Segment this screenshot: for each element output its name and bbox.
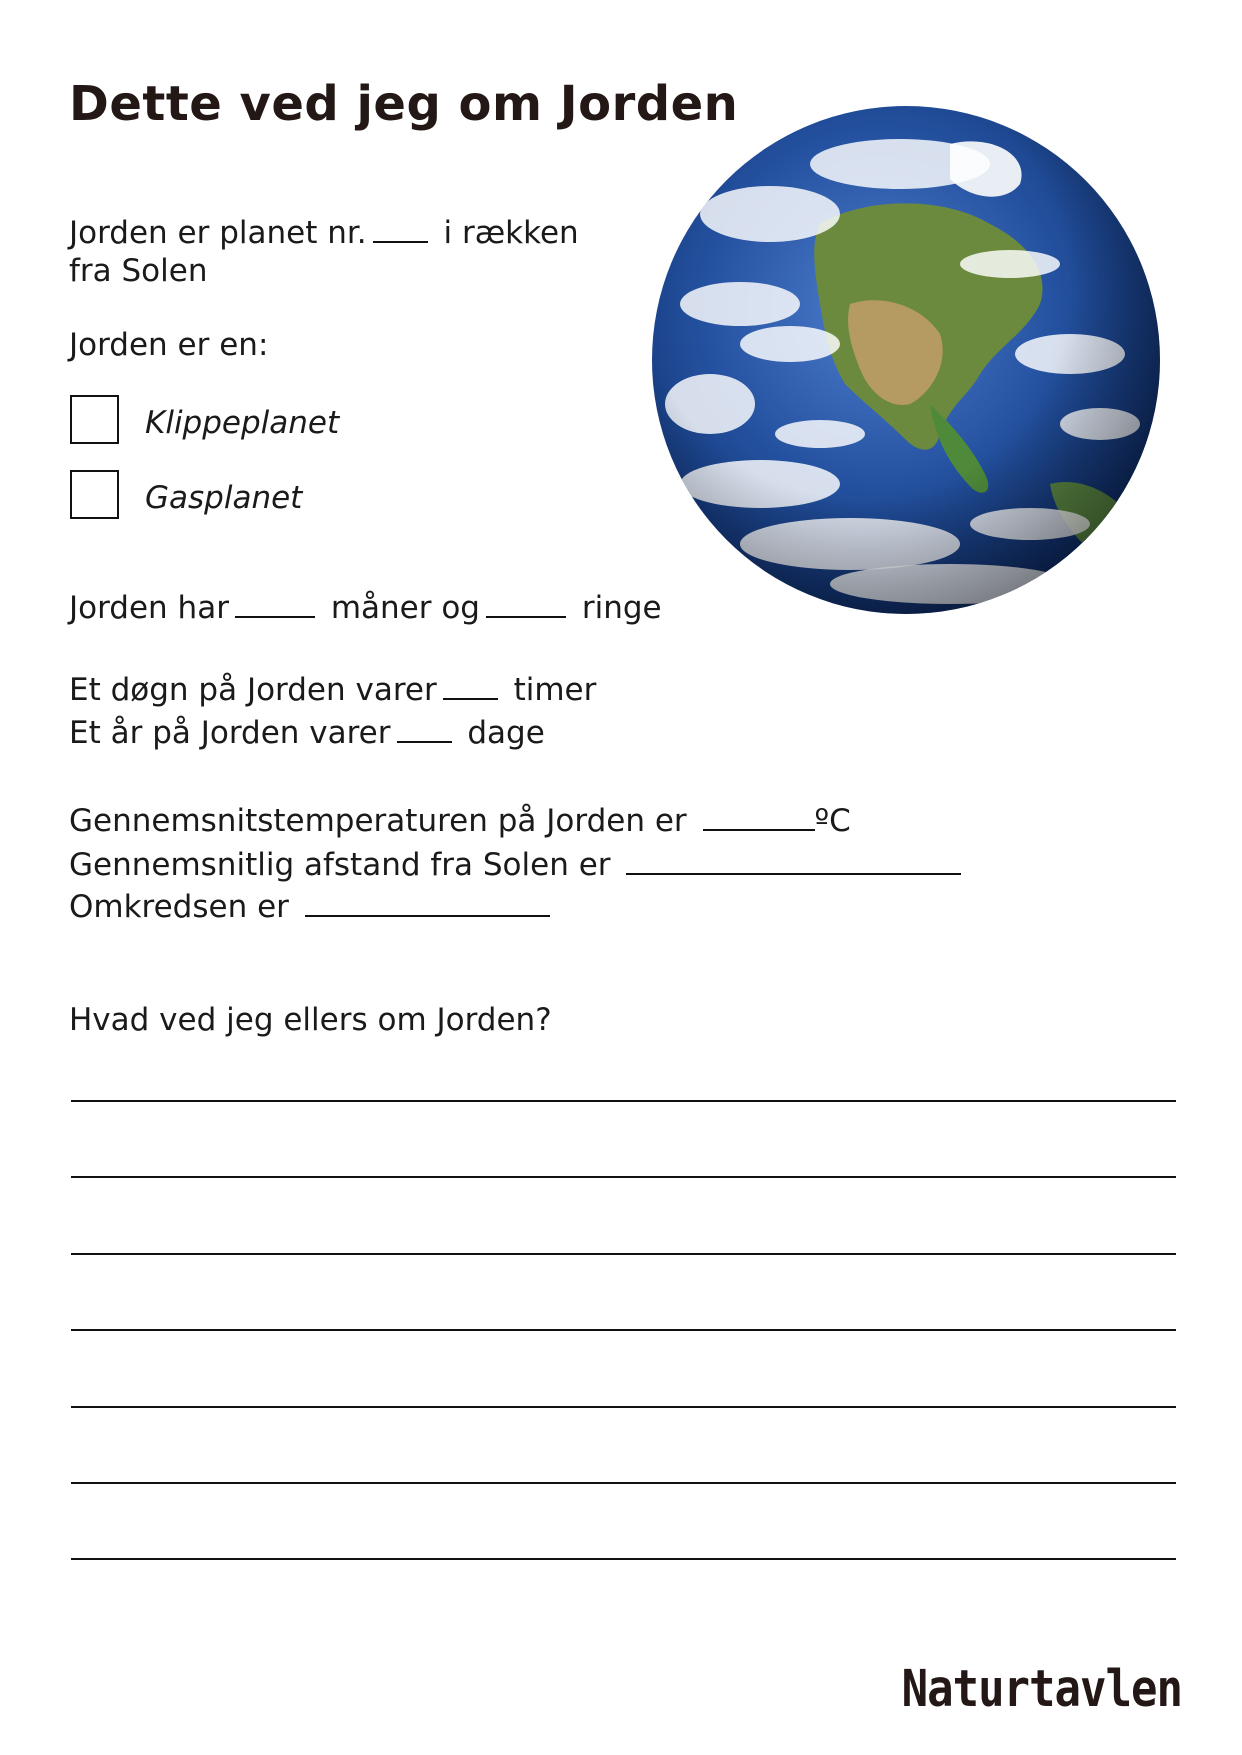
planet-number-line2: fra Solen (69, 253, 208, 289)
writing-line[interactable] (71, 1253, 1176, 1255)
checkbox-label-gasplanet: Gasplanet (145, 480, 303, 516)
writing-line[interactable] (71, 1100, 1176, 1102)
year-length-text: Et år på Jorden varer (69, 715, 391, 751)
temperature-text: Gennemsnitstemperaturen på Jorden er (69, 803, 687, 839)
open-question-prompt: Hvad ved jeg ellers om Jorden? (69, 1002, 552, 1038)
question-moons-rings (69, 590, 662, 626)
planet-type-prompt: Jorden er en: (69, 327, 269, 363)
checkbox-klippeplanet[interactable] (70, 395, 119, 444)
moons-blank[interactable] (235, 616, 315, 618)
distance-text: Gennemsnitlig afstand fra Solen er (69, 847, 611, 883)
writing-line[interactable] (71, 1406, 1176, 1408)
question-temperature (69, 803, 851, 839)
circumference-text: Omkredsen er (69, 889, 289, 925)
question-distance (69, 847, 967, 883)
day-length-text: Et døgn på Jorden varer (69, 672, 437, 708)
brand-logo: Naturtavlen (901, 1660, 1182, 1719)
temperature-unit: ºC (814, 803, 851, 839)
question-circumference (69, 889, 556, 925)
question-planet-number (69, 215, 579, 251)
checkbox-gasplanet[interactable] (70, 470, 119, 519)
rings-text: måner og (330, 590, 480, 626)
rings-text-2: ringe (581, 590, 662, 626)
rings-blank[interactable] (486, 616, 566, 618)
planet-number-text: Jorden er planet nr. (69, 215, 367, 251)
planet-number-blank[interactable] (373, 241, 428, 243)
temperature-blank[interactable] (703, 829, 815, 831)
writing-line[interactable] (71, 1558, 1176, 1560)
writing-line[interactable] (71, 1176, 1176, 1178)
moons-text: Jorden har (69, 590, 229, 626)
year-unit: dage (467, 715, 545, 751)
writing-line[interactable] (71, 1329, 1176, 1331)
circumference-blank[interactable] (305, 915, 550, 917)
earth-image (650, 104, 1162, 616)
question-year-length (69, 715, 545, 751)
distance-blank[interactable] (626, 873, 961, 875)
planet-number-text-2: i rækken (443, 215, 579, 251)
writing-line[interactable] (71, 1482, 1176, 1484)
day-unit: timer (513, 672, 597, 708)
page-title: Dette ved jeg om Jorden (69, 76, 739, 132)
checkbox-label-klippeplanet: Klippeplanet (145, 405, 340, 441)
day-length-blank[interactable] (443, 698, 498, 700)
year-length-blank[interactable] (397, 741, 452, 743)
question-day-length (69, 672, 597, 708)
